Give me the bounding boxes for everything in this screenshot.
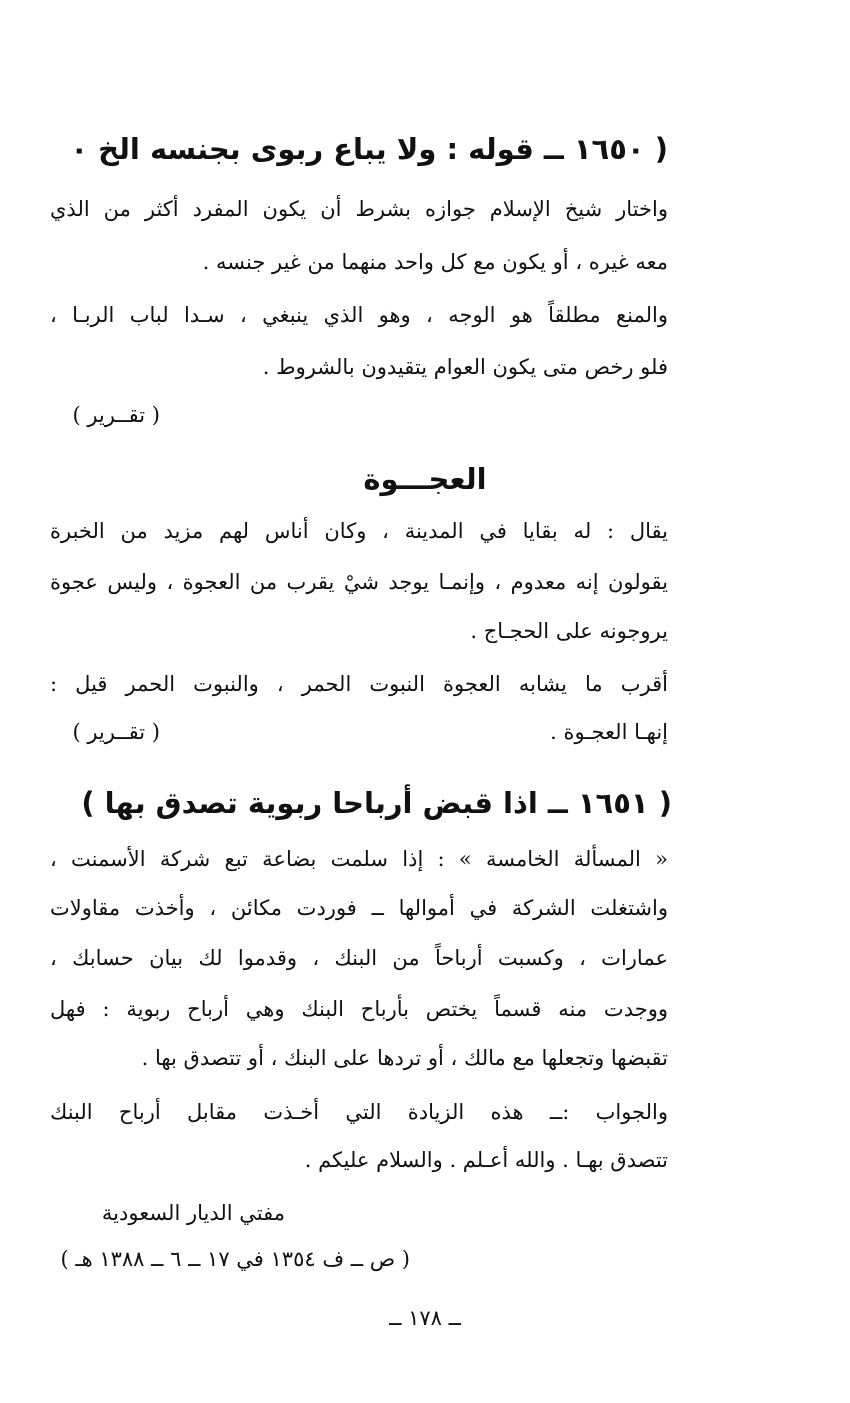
paragraph-line: عمارات ، وكسبت أرباحاً من البنك ، وقدموا لك بيان حسابك ، <box>50 946 668 970</box>
source-citation: ( تقــرير ) <box>72 403 160 427</box>
paragraph-line: واشتغلت الشركة في أموالها ــ فوردت مكائن ، وأخذت مقاولات <box>50 896 668 920</box>
paragraph-line: إنهـا العجـوة . <box>550 720 668 744</box>
paragraph-line: يروجونه على الحجـاج . <box>470 619 668 643</box>
signature: مفتي الديار السعودية <box>101 1201 285 1225</box>
paragraph-line: والجواب :ــ هذه الزيادة التي أخـذت مقابل أرباح البنك <box>50 1100 668 1124</box>
page-number: ــ ١٧٨ ــ <box>389 1306 461 1330</box>
section-ajwa-heading: العجـــوة <box>363 462 487 496</box>
paragraph-line: معه غيره ، أو يكون مع كل واحد منهما من غير جنسه . <box>202 250 668 274</box>
paragraph-line: فلو رخص متى يكون العوام يتقيدون بالشروط . <box>262 355 668 379</box>
paragraph-line: « المسألة الخامسة » : إذا سلمت بضاعة تبع شركة الأسمنت ، <box>50 847 668 871</box>
paragraph-line: تقبضها وتجعلها مع مالك ، أو تردها على البنك ، أو تتصدق بها . <box>141 1046 668 1070</box>
paragraph-line: أقرب ما يشابه العجوة النبوت الحمر ، والنبوت الحمر قيل : <box>50 672 668 696</box>
paragraph-line: يقال : له بقايا في المدينة ، وكان أناس لهم مزيد من الخبرة <box>50 519 668 543</box>
paragraph-line: ووجدت منه قسماً يختص بأرباح البنك وهي أرباح ربوية : فهل <box>50 997 668 1021</box>
source-citation: ( تقــرير ) <box>72 720 160 744</box>
paragraph-line: تتصدق بهـا . والله أعـلم . والسلام عليكم . <box>304 1148 668 1172</box>
paragraph-line: والمنع مطلقاً هو الوجه ، وهو الذي ينبغي ، سـدا لباب الربـا ، <box>50 303 668 327</box>
paragraph-line: يقولون إنه معدوم ، وإنمـا يوجد شيْ يقرب من العجوة ، وليس عجوة <box>50 570 668 594</box>
paragraph-line: واختار شيخ الإسلام جوازه بشرط أن يكون المفرد أكثر من الذي <box>50 197 668 221</box>
section-1650-heading: ( ١٦٥٠ ــ قوله : ولا يباع ربوى بجنسه الخ ٠ <box>70 132 668 166</box>
reference-citation: ( ص ــ ف ١٣٥٤ في ١٧ ــ ٦ ــ ١٣٨٨ هـ ) <box>60 1247 410 1271</box>
section-1651-heading: ( ١٦٥١ ــ اذا قبض أرباحا ربوية تصدق بها ) <box>81 786 672 820</box>
